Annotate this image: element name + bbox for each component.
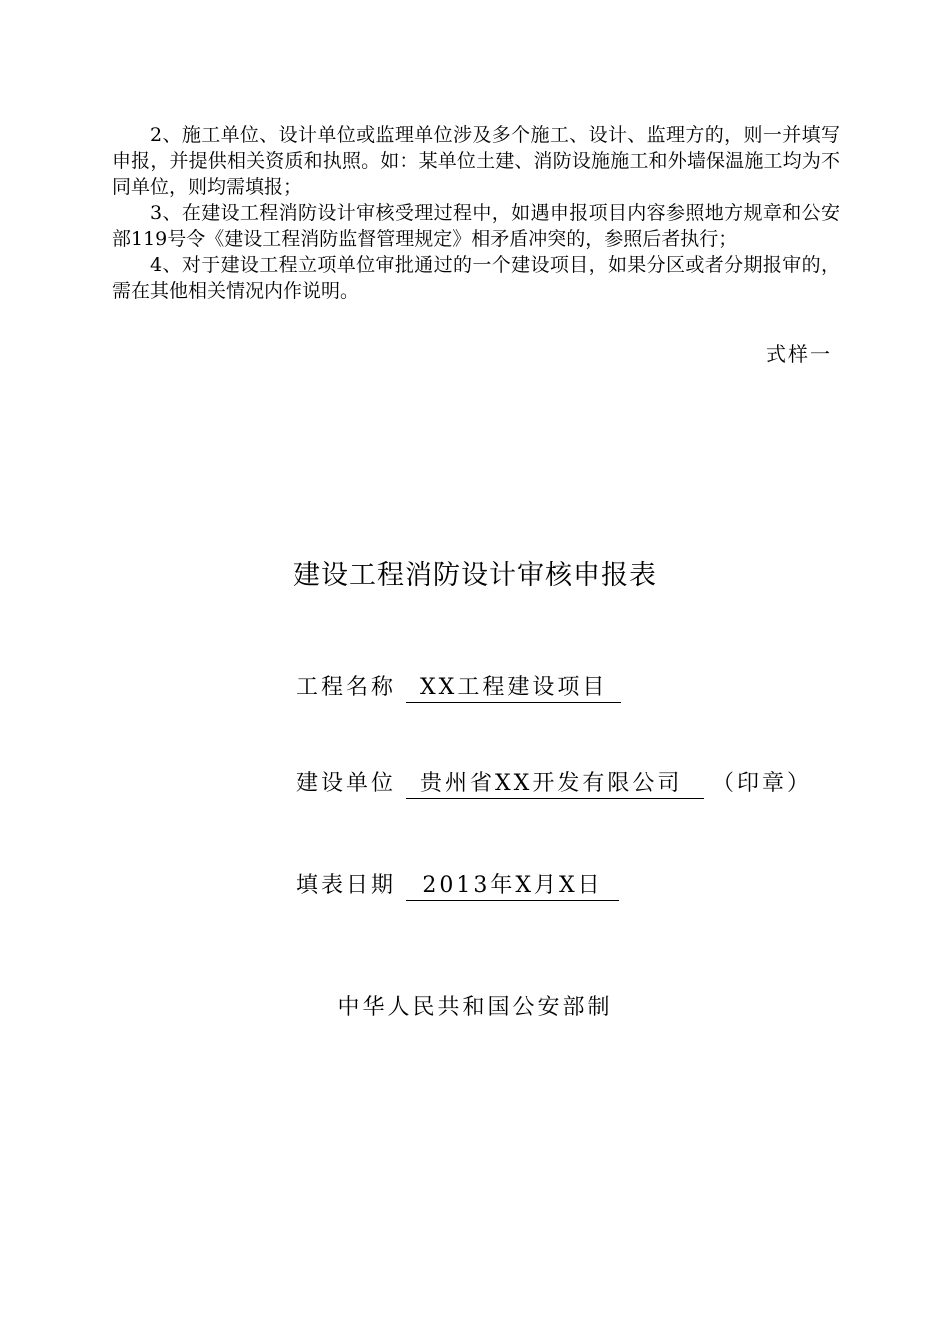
construction-unit-label: 建设单位 <box>296 771 397 796</box>
note-item-3: 3、在建设工程消防设计审核受理过程中，如遇申报项目内容参照地方规章和公安部119号令《建设工程消防监督管理规定》相矛盾冲突的，参照后者执行； <box>112 202 840 250</box>
instruction-notes <box>112 122 840 304</box>
fill-date-label: 填表日期 <box>296 873 397 898</box>
form-style-label: 式样一 <box>766 342 832 366</box>
construction-unit-field <box>296 766 812 799</box>
fill-date-value: 2013年X月X日 <box>406 868 619 901</box>
project-name-field <box>296 670 621 703</box>
issuing-authority: 中华人民共和国公安部制 <box>337 995 613 1020</box>
seal-note: （印章） <box>712 771 813 796</box>
note-item-4: 4、对于建设工程立项单位审批通过的一个建设项目，如果分区或者分期报审的，需在其他相关情况内作说明。 <box>112 254 840 302</box>
construction-unit-value: 贵州省XX开发有限公司 <box>406 766 704 799</box>
project-name-label: 工程名称 <box>296 675 397 700</box>
fill-date-field <box>296 868 619 901</box>
document-title: 建设工程消防设计审核申报表 <box>293 560 657 591</box>
project-name-value: XX工程建设项目 <box>406 670 621 703</box>
note-item-2: 2、施工单位、设计单位或监理单位涉及多个施工、设计、监理方的，则一并填写申报，并提供相关资质和执照。如：某单位土建、消防设施施工和外墙保温施工均为不同单位，则均需填报； <box>112 124 840 198</box>
